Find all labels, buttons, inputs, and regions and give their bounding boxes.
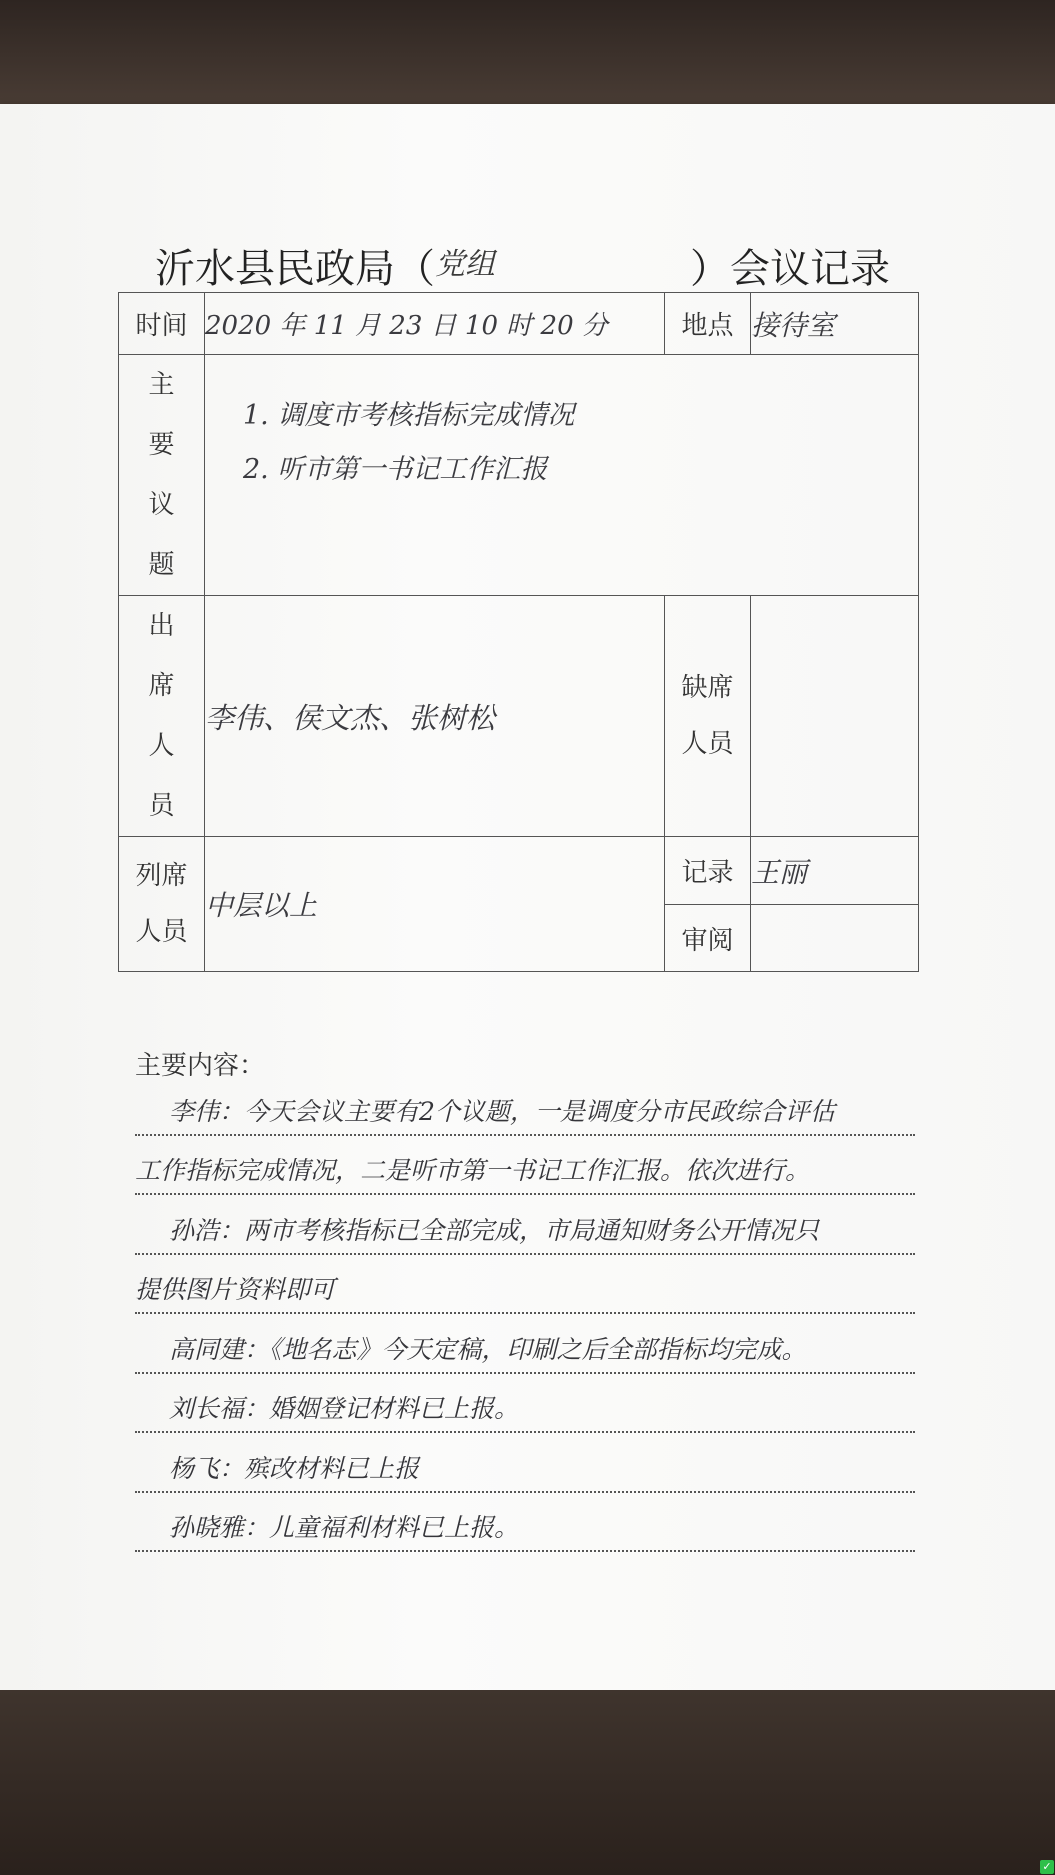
absent-label: 缺席人员 (681, 673, 734, 759)
desk-top-edge (0, 0, 1055, 110)
topic-item: 1. 调度市考核指标完成情况 (243, 400, 575, 431)
nonvoting-label: 列席人员 (135, 861, 188, 947)
topics-cell (205, 355, 919, 596)
time-row (119, 293, 919, 355)
check-icon: ✓ (1040, 1860, 1054, 1874)
title-department: 党组 (435, 247, 495, 282)
desk-bottom-edge (0, 1690, 1055, 1875)
content-lines (135, 1076, 915, 1552)
title-suffix: ）会议记录 (690, 246, 890, 292)
place-value: 接待室 (751, 293, 919, 355)
content-line: 孙晓雅：儿童福利材料已上报。 (135, 1493, 915, 1553)
reviewer-value (751, 905, 919, 972)
attendees-label-cell (119, 596, 205, 837)
content-line: 杨飞：殡改材料已上报 (135, 1433, 915, 1493)
nonvoting-value: 中层以上 (205, 837, 665, 972)
absent-label-cell (665, 596, 751, 837)
meeting-form-table (118, 292, 919, 972)
nonvoting-recorder-row (119, 837, 919, 905)
content-line: 高同建：《地名志》今天定稿，印刷之后全部指标均完成。 (135, 1314, 915, 1374)
topics-row (119, 355, 919, 596)
content-line: 刘长福：婚姻登记材料已上报。 (135, 1374, 915, 1434)
content-line: 李伟：今天会议主要有2个议题，一是调度分市民政综合评估 (135, 1076, 915, 1136)
attendance-row (119, 596, 919, 837)
content-line: 提供图片资料即可 (135, 1255, 915, 1315)
attendees-label: 出席人员 (148, 611, 175, 821)
recorder-value: 王丽 (751, 837, 919, 905)
time-value: 2020 年 11 月 23 日 10 时 20 分 (205, 293, 665, 355)
topics-label: 主要议题 (148, 370, 175, 580)
recorder-label: 记录 (665, 837, 751, 905)
absent-value (751, 596, 919, 837)
time-label: 时间 (119, 293, 205, 355)
content-line: 孙浩：两市考核指标已全部完成，市局通知财务公开情况只 (135, 1195, 915, 1255)
topics-label-cell (119, 355, 205, 596)
title-prefix: 沂水县民政局（ (155, 246, 435, 292)
content-label: 主要内容： (135, 1051, 266, 1081)
reviewer-label: 审阅 (665, 905, 751, 972)
topic-item: 2. 听市第一书记工作汇报 (243, 454, 548, 485)
place-label: 地点 (665, 293, 751, 355)
attendees-value: 李伟、侯文杰、张树松 (205, 596, 665, 837)
document-title (155, 237, 915, 293)
nonvoting-label-cell (119, 837, 205, 972)
content-line: 工作指标完成情况，二是听市第一书记工作汇报。依次进行。 (135, 1136, 915, 1196)
